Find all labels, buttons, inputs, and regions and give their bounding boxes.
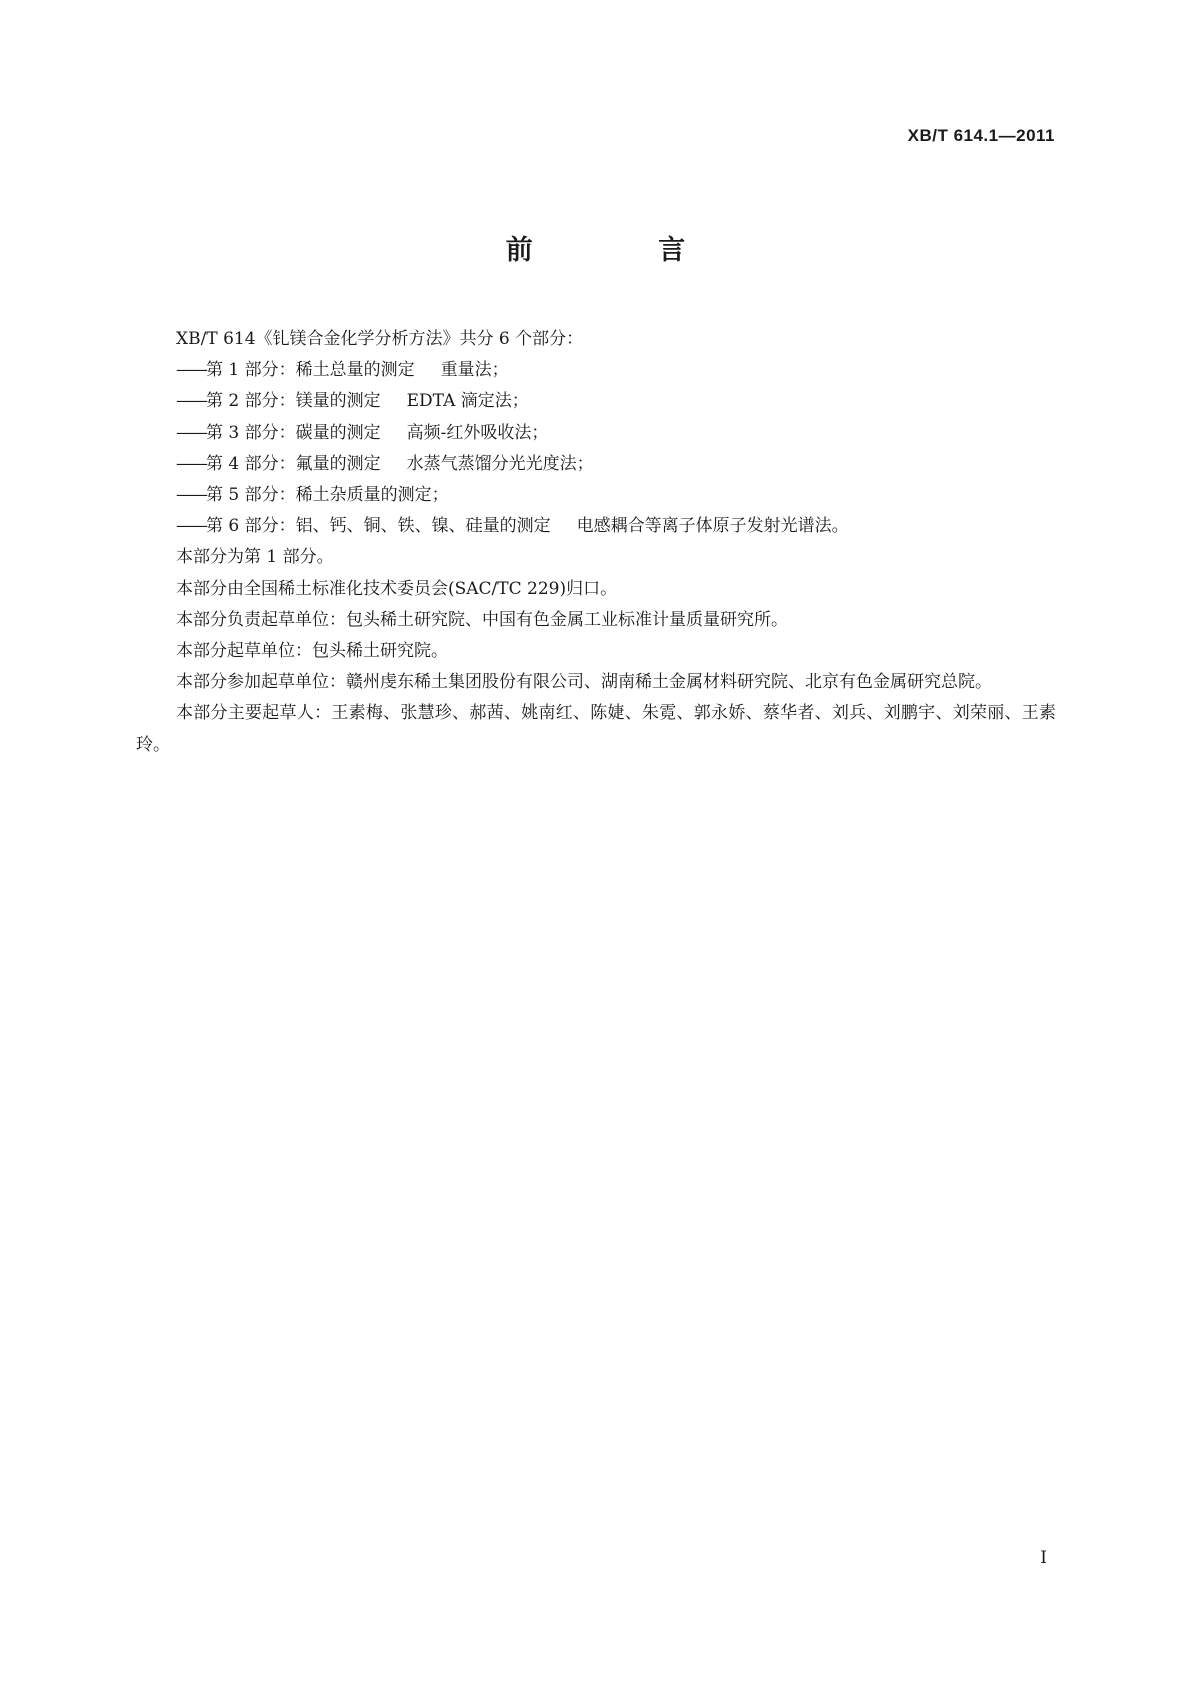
paragraph-responsible-drafters: 本部分负责起草单位：包头稀土研究院、中国有色金属工业标准计量质量研究所。 (176, 609, 788, 630)
page-number: I (1040, 1548, 1047, 1568)
paragraph-drafting-unit: 本部分起草单位：包头稀土研究院。 (176, 641, 448, 662)
paragraph-committee: 本部分由全国稀土标准化技术委员会(SAC/TC 229)归口。 (176, 578, 618, 599)
part-method: 高频-红外吸收法； (406, 422, 549, 443)
part-label: 第 5 部分：稀土杂质量的测定； (206, 485, 449, 506)
paragraph-participating-units: 本部分参加起草单位：赣州虔东稀土集团股份有限公司、湖南稀土金属材料研究院、北京有色金属研究总院。 (176, 672, 992, 693)
part-label: 第 2 部分：镁量的测定 (206, 391, 381, 412)
part-method: 水蒸气蒸馏分光光度法； (406, 453, 594, 474)
foreword-body (136, 324, 1056, 761)
part-label: 第 6 部分：铝、钙、铜、铁、镍、硅量的测定 (206, 516, 551, 537)
standard-code: XB/T 614.1—2011 (907, 126, 1055, 145)
dash: —— (176, 516, 206, 537)
part-method: EDTA 滴定法； (406, 391, 529, 412)
dash: —— (176, 360, 206, 381)
part-label: 第 4 部分：氟量的测定 (206, 453, 381, 474)
part-label: 第 1 部分：稀土总量的测定 (206, 360, 415, 381)
part-label: 第 3 部分：碳量的测定 (206, 422, 381, 443)
part-method: 电感耦合等离子体原子发射光谱法。 (576, 516, 849, 537)
dash: —— (176, 485, 206, 506)
dash: —— (176, 422, 206, 443)
list-item-part-6 (136, 511, 1056, 542)
list-item-part-1 (136, 355, 1056, 386)
paragraph-main-drafters: 本部分主要起草人：王素梅、张慧珍、郝茜、姚南红、陈婕、朱霓、郭永娇、蔡华者、刘兵、刘鹏宇、刘荣丽、王素玲。 (136, 703, 1056, 755)
intro-paragraph: XB/T 614《钆镁合金化学分析方法》共分 6 个部分： (176, 329, 584, 349)
list-item-part-4 (136, 449, 1056, 480)
dash: —— (176, 391, 206, 412)
paragraph-scope: 本部分为第 1 部分。 (176, 547, 334, 568)
list-item-part-5 (136, 480, 1056, 511)
page-title: 前 言 (505, 235, 744, 266)
list-item-part-3 (136, 418, 1056, 449)
part-method: 重量法； (440, 360, 509, 381)
list-item-part-2 (136, 386, 1056, 417)
dash: —— (176, 453, 206, 474)
